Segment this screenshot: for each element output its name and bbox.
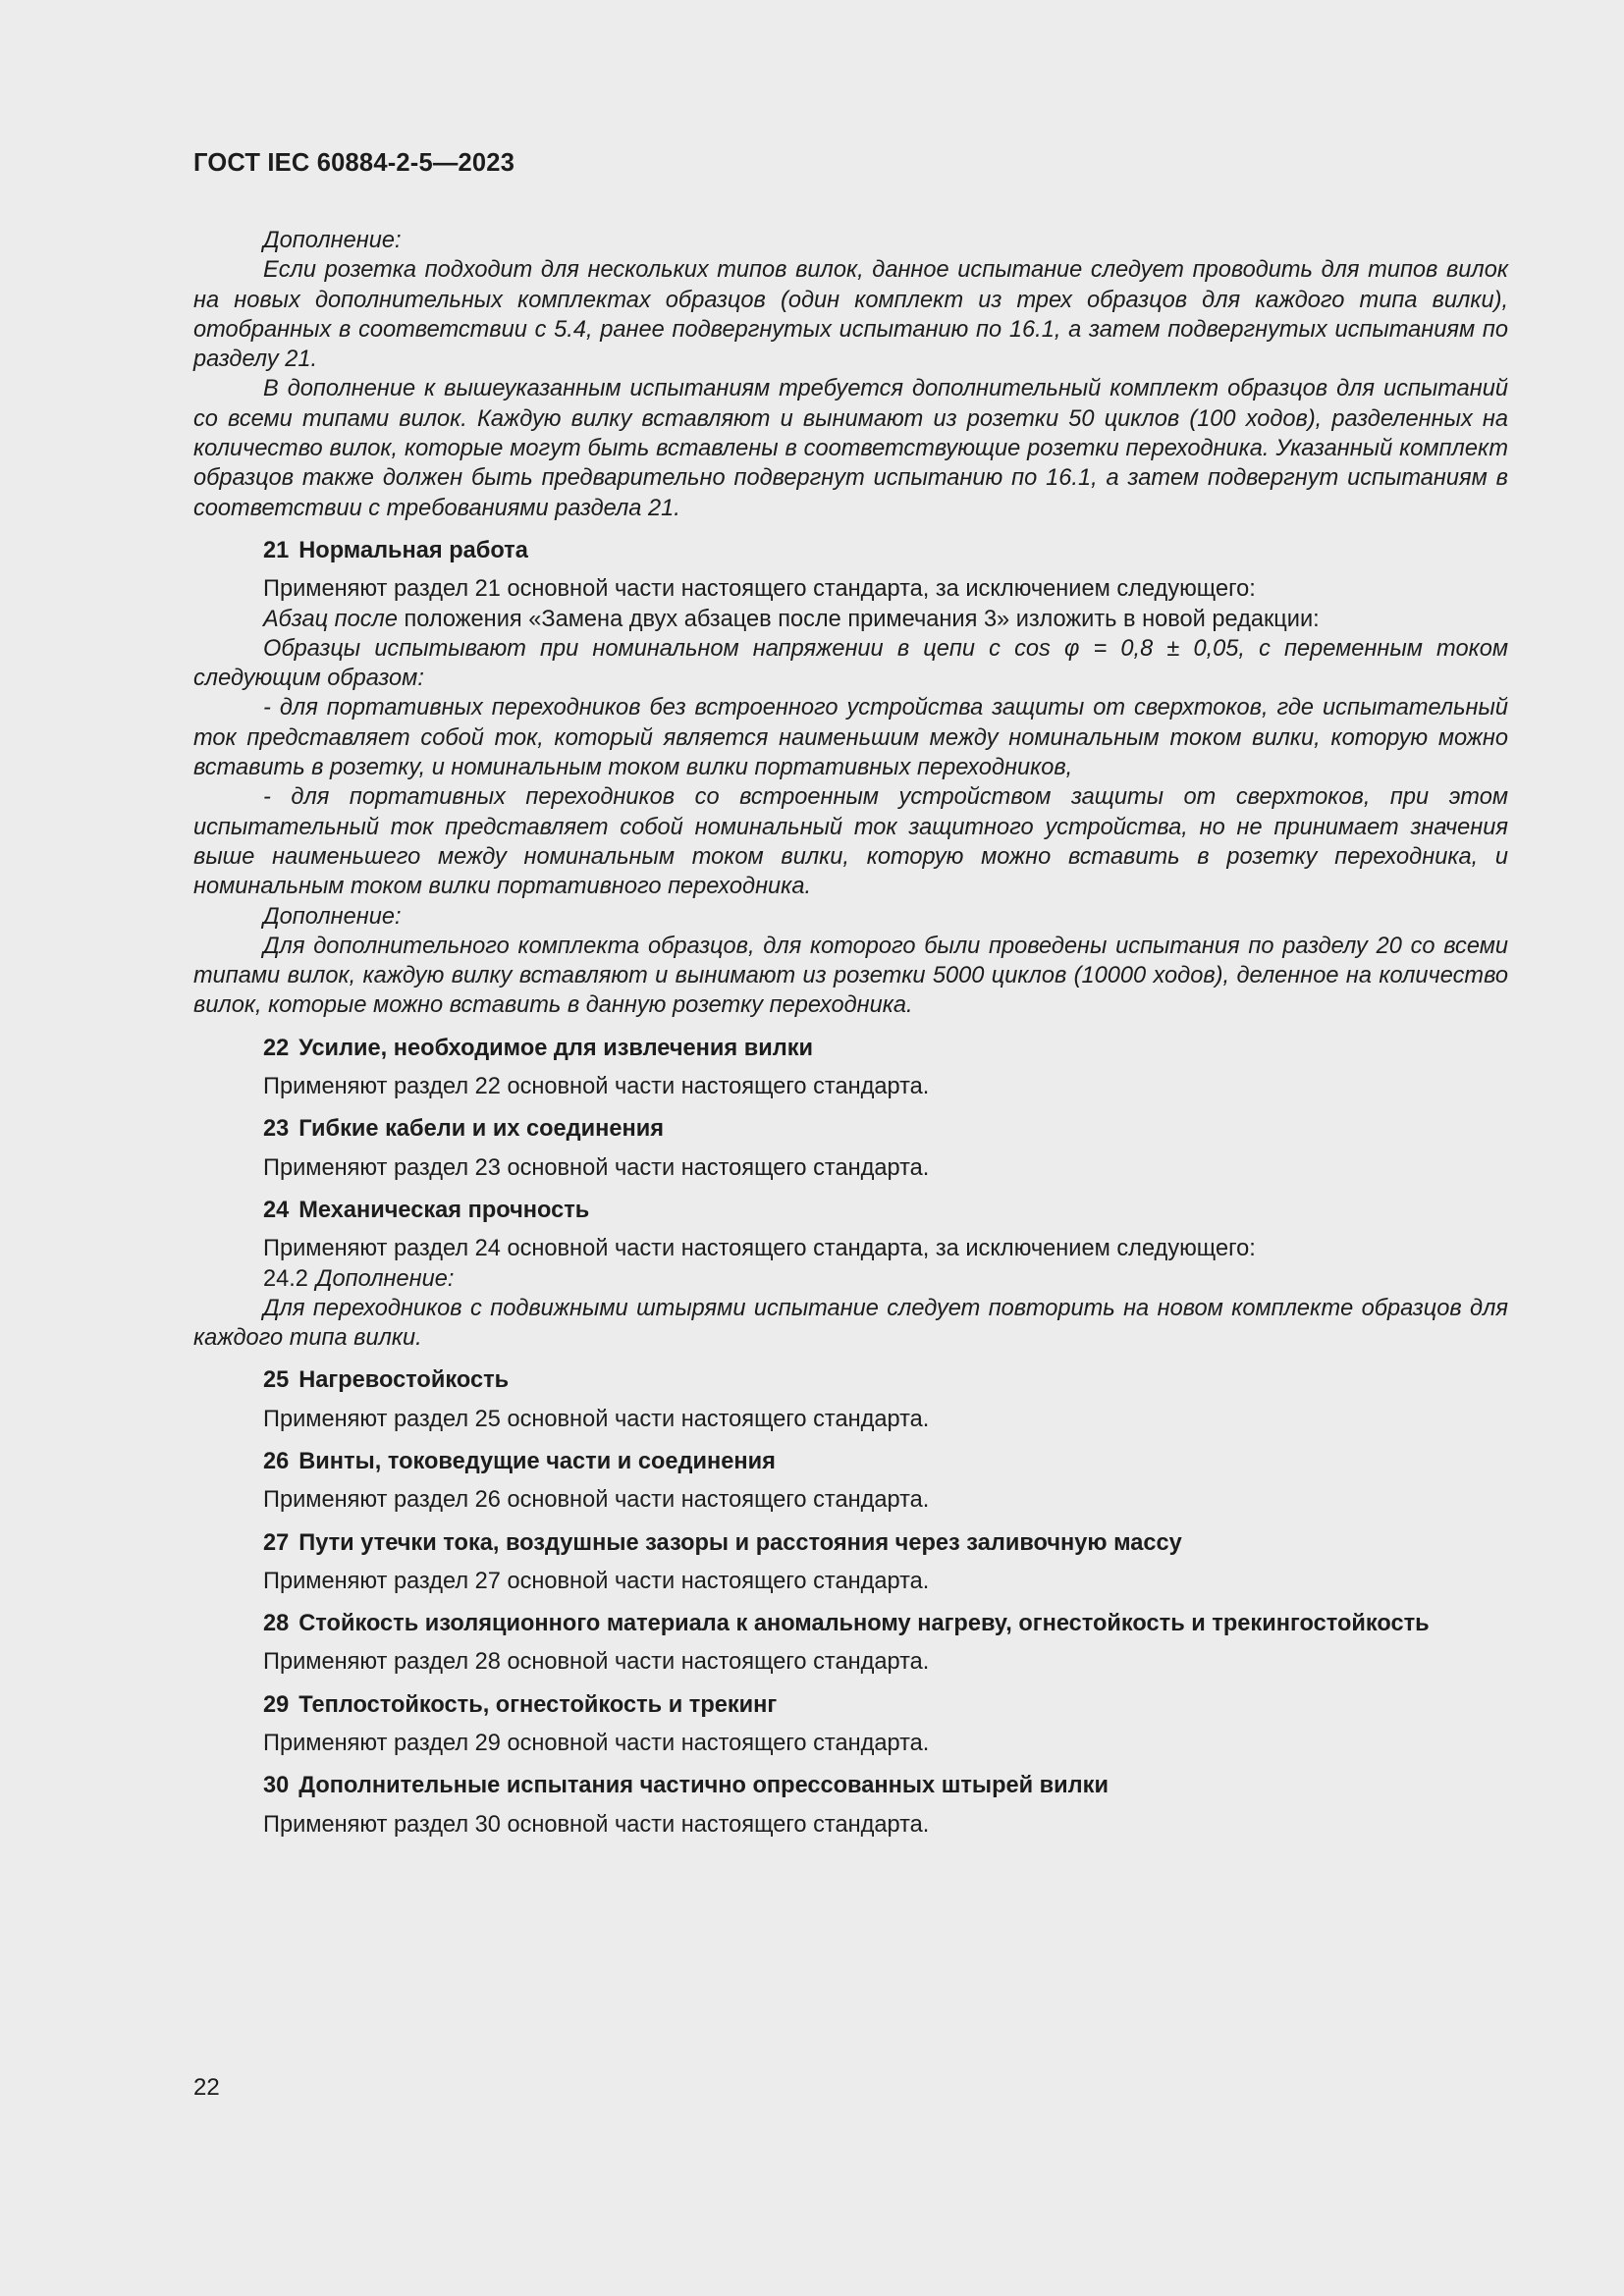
section-25-text: Применяют раздел 25 основной части настоящего стандарта. <box>263 1406 930 1432</box>
section-29-title: Теплостойкость, огнестойкость и трекинг <box>298 1691 778 1718</box>
section-24-2-label: Дополнение: <box>315 1265 455 1292</box>
section-24-heading <box>193 1196 1508 1225</box>
section-22-text: Применяют раздел 22 основной части настоящего стандарта. <box>263 1074 930 1100</box>
section-21-title: Нормальная работа <box>298 537 528 563</box>
section-23-heading <box>193 1114 1508 1144</box>
page-number: 22 <box>193 2074 220 2101</box>
section-25-title: Нагревостойкость <box>298 1367 510 1394</box>
document-body <box>193 226 1508 1840</box>
intro-addition-label: Дополнение: <box>263 228 402 253</box>
section-21-item-1: - для портативных переходников без встроенного устройства защиты от сверхтоков, где испытательный ток представляет собой ток, который является наименьшим между номинальным током вилки, которую можно вставить в розетку, и номинальным током вилки портативных переходников, <box>193 695 1508 781</box>
section-25-number: 25 <box>263 1367 290 1394</box>
section-23-title: Гибкие кабели и их соединения <box>298 1116 665 1143</box>
section-21-abzac <box>193 605 1508 634</box>
section-30-title: Дополнительные испытания частично опрессованных штырей вилки <box>298 1773 1109 1799</box>
section-21-abzac-rest: положения «Замена двух абзацев после примечания 3» изложить в новой редакции: <box>397 606 1320 632</box>
section-21-samples: Образцы испытывают при номинальном напряжении в цепи с cos φ = 0,8 ± 0,05, с переменным током следующим образом: <box>193 635 1508 692</box>
section-22-title: Усилие, необходимое для извлечения вилки <box>298 1035 814 1061</box>
section-28-number: 28 <box>263 1611 290 1637</box>
section-21-abzac-italic: Абзац после <box>263 606 398 632</box>
section-23-text: Применяют раздел 23 основной части настоящего стандарта. <box>263 1154 930 1181</box>
intro-paragraph-2: В дополнение к вышеуказанным испытаниям требуется дополнительный комплект образцов для испытаний со всеми типами вилок. Каждую вилку вставляют и вынимают из розетки 50 циклов (100 ходов), разделенных на количество вилок, которые могут быть вставлены в соответствующие розетки переходника. Указанный комплект образцов также должен быть предварительно подвергнут испытанию по 16.1, а затем подвергнут испытаниям в соответствии с требованиями раздела 21. <box>193 376 1508 521</box>
section-26-text: Применяют раздел 26 основной части настоящего стандарта. <box>263 1487 930 1514</box>
section-30-number: 30 <box>263 1773 290 1799</box>
section-27-text: Применяют раздел 27 основной части настоящего стандарта. <box>263 1568 930 1594</box>
section-21-applies: Применяют раздел 21 основной части настоящего стандарта, за исключением следующего: <box>263 576 1256 603</box>
section-22-number: 22 <box>263 1035 290 1061</box>
intro-paragraph-1: Если розетка подходит для нескольких типов вилок, данное испытание следует проводить для типов вилок на новых дополнительных комплектах образцов (один комплект из трех образцов для каждого типа вилки), отобранных в соответствии с 5.4, ранее подвергнутых испытанию по 16.1, а затем подвергнутых испытаниям по разделу 21. <box>193 257 1508 373</box>
section-24-2-heading <box>193 1264 1508 1294</box>
section-29-number: 29 <box>263 1691 290 1718</box>
section-29-text: Применяют раздел 29 основной части настоящего стандарта. <box>263 1731 930 1757</box>
section-24-text: Применяют раздел 24 основной части настоящего стандарта, за исключением следующего: <box>263 1236 1256 1262</box>
section-21-addition-text: Для дополнительного комплекта образцов, для которого были проведены испытания по разделу 20 со всеми типами вилок, каждую вилку вставляют и вынимают из розетки 5000 циклов (10000 ходов), деленное на количество вилок, которые можно вставить в данную розетку переходника. <box>193 933 1508 1019</box>
section-27-number: 27 <box>263 1529 290 1556</box>
section-27-title: Пути утечки тока, воздушные зазоры и расстояния через заливочную массу <box>298 1529 1182 1556</box>
section-26-heading <box>193 1447 1508 1476</box>
section-25-heading <box>193 1365 1508 1395</box>
section-28-title: Стойкость изоляционного материала к аномальному нагреву, огнестойкость и трекингостойкость <box>298 1611 1430 1637</box>
section-28-heading <box>193 1609 1508 1638</box>
section-24-title: Механическая прочность <box>298 1197 590 1223</box>
section-24-2-number: 24.2 <box>263 1265 308 1292</box>
section-30-heading <box>193 1771 1508 1800</box>
section-26-title: Винты, токоведущие части и соединения <box>298 1448 776 1474</box>
section-21-number: 21 <box>263 537 290 563</box>
section-28-text: Применяют раздел 28 основной части настоящего стандарта. <box>263 1649 930 1676</box>
section-21-item-2: - для портативных переходников со встроенным устройством защиты от сверхтоков, при этом испытательный ток представляет собой номинальный ток защитного устройства, но не принимает значения выше наименьшего между номинальным током вилки, которую можно вставить в розетку переходника, и номинальным током вилки портативного переходника. <box>193 784 1508 900</box>
section-26-number: 26 <box>263 1448 290 1474</box>
section-24-number: 24 <box>263 1197 290 1223</box>
section-29-heading <box>193 1690 1508 1720</box>
section-22-heading <box>193 1034 1508 1063</box>
document-header: ГОСТ IEC 60884-2-5—2023 <box>193 149 515 177</box>
section-21-heading <box>193 536 1508 565</box>
section-30-text: Применяют раздел 30 основной части настоящего стандарта. <box>263 1811 930 1838</box>
section-27-heading <box>193 1528 1508 1558</box>
section-23-number: 23 <box>263 1116 290 1143</box>
section-24-2-text: Для переходников с подвижными штырями испытание следует повторить на новом комплекте образцов для каждого типа вилки. <box>193 1295 1508 1352</box>
section-21-addition-label: Дополнение: <box>263 903 402 930</box>
